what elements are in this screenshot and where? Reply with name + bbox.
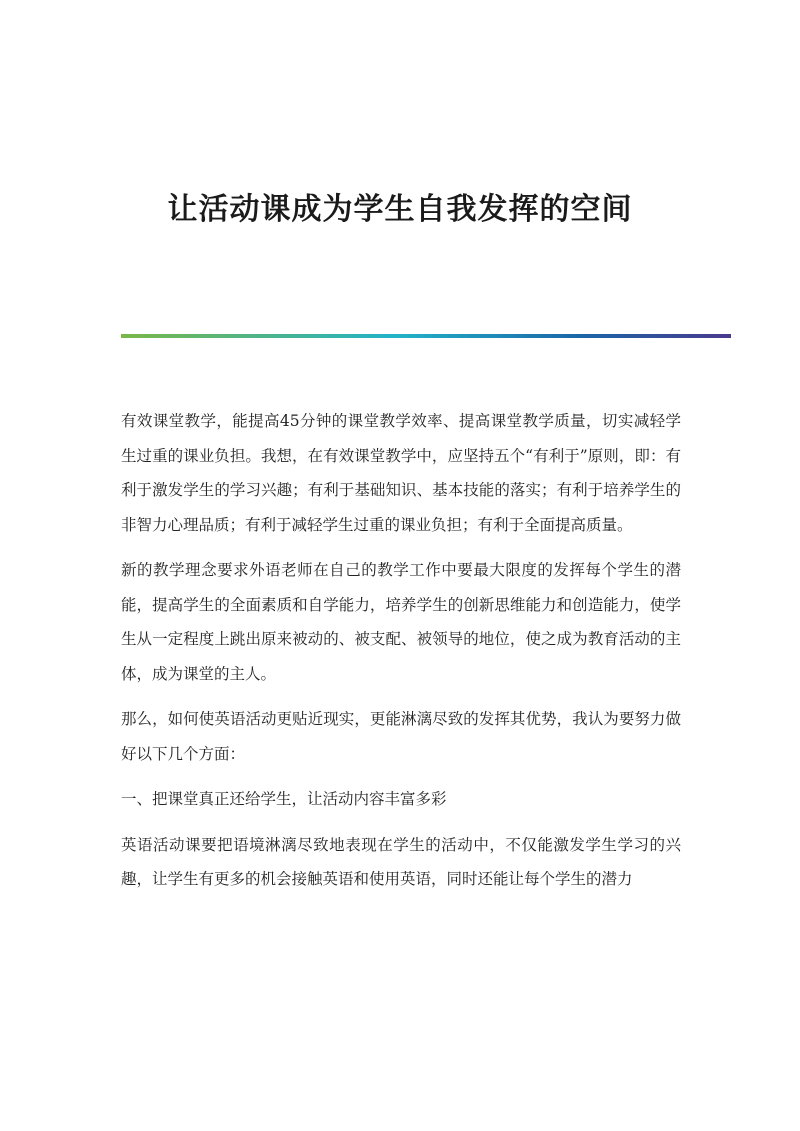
paragraph-4: 英语活动课要把语境淋漓尽致地表现在学生的活动中，不仅能激发学生学习的兴趣，让学生有更多的机会接触英语和使用英语，同时还能让每个学生的潜力 <box>121 835 681 888</box>
document-body <box>121 404 681 908</box>
paragraph-3: 那么，如何使英语活动更贴近现实，更能淋漓尽致的发挥其优势，我认为要努力做好以下几个方面： <box>121 710 681 763</box>
paragraph-1: 有效课堂教学，能提高45分钟的课堂教学效率、提高课堂教学质量，切实减轻学生过重的课业负担。我想，在有效课堂教学中，应坚持五个“有利于”原则，即：有利于激发学生的学习兴趣；有利于基础知识、基本技能的落实；有利于培养学生的非智力心理品质；有利于减轻学生过重的课业负担；有利于全面提高质量。 <box>121 412 681 534</box>
document-title: 让活动课成为学生自我发挥的空间 <box>167 192 633 227</box>
title-divider <box>121 334 731 338</box>
section-heading-1: 一、把课堂真正还给学生，让活动内容丰富多彩 <box>121 790 447 808</box>
paragraph-2: 新的教学理念要求外语老师在自己的教学工作中要最大限度的发挥每个学生的潜能，提高学生的全面素质和自学能力，培养学生的创新思维能力和创造能力，使学生从一定程度上跳出原来被动的、被支配、被领导的地位，使之成为教育活动的主体，成为课堂的主人。 <box>121 561 681 683</box>
